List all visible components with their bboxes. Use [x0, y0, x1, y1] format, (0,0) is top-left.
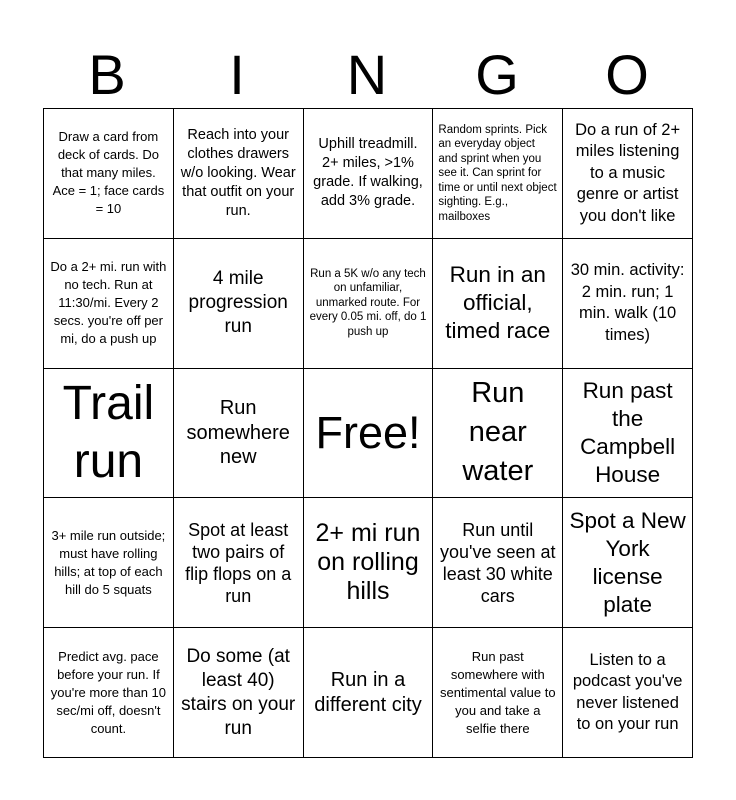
bingo-cell[interactable]: [563, 628, 693, 758]
bingo-cell[interactable]: [174, 369, 304, 499]
bingo-cell[interactable]: [44, 369, 174, 499]
cell-text: Listen to a podcast you've never listened to on your run: [572, 650, 683, 734]
cell-text: Uphill treadmill. 2+ miles, >1% grade. If walking, add 3% grade.: [313, 136, 423, 210]
cell-text: Run in an official, timed race: [445, 262, 551, 344]
free-space[interactable]: [304, 369, 434, 499]
cell-text: Spot at least two pairs of flip flops on a run: [185, 519, 292, 606]
cell-text: Run in a different city: [314, 669, 422, 716]
cell-text: Free!: [315, 406, 421, 458]
cell-text: Random sprints. Pick an everyday object and sprint when you see it. Can sprint for time or until next object sighting. E.g., mailboxes: [438, 123, 557, 223]
bingo-cell[interactable]: [433, 628, 563, 758]
bingo-cell[interactable]: [174, 628, 304, 758]
bingo-cell[interactable]: [433, 109, 563, 239]
cell-text: Run near water: [462, 377, 534, 488]
cell-text: Run past somewhere with sentimental value to you and take a selfie there: [439, 648, 556, 736]
bingo-cell[interactable]: [563, 239, 693, 369]
header-letter-n: N: [346, 43, 388, 106]
cell-text: Draw a card from deck of cards. Do that many miles. Ace = 1; face cards = 10: [52, 129, 165, 217]
cell-text: Reach into your clothes drawers w/o looking. Wear that outfit on your run.: [180, 126, 296, 219]
cell-text: 3+ mile run outside; must have rolling hills; at top of each hill do 5 squats: [51, 527, 166, 597]
bingo-cell[interactable]: [174, 239, 304, 369]
cell-text: Predict avg. pace before your run. If you're more than 10 sec/mi off, doesn't count.: [50, 648, 166, 736]
cell-text: 30 min. activity: 2 min. run; 1 min. walk (10 times): [570, 261, 685, 344]
bingo-cell[interactable]: [44, 498, 174, 628]
header-letter-b: B: [88, 43, 126, 106]
bingo-cell[interactable]: [304, 628, 434, 758]
bingo-board: [43, 108, 693, 758]
cell-text: Spot a New York license plate: [569, 507, 686, 617]
cell-text: 2+ mi run on rolling hills: [315, 519, 421, 606]
cell-text: Run a 5K w/o any tech on unfamiliar, unmarked route. For every 0.05 mi. off, do 1 push up: [309, 267, 427, 338]
bingo-cell[interactable]: [44, 109, 174, 239]
bingo-cell[interactable]: [563, 109, 693, 239]
bingo-cell[interactable]: [304, 239, 434, 369]
cell-text: Run until you've seen at least 30 white cars: [440, 519, 556, 606]
cell-text: Do some (at least 40) stairs on your run: [181, 645, 296, 739]
cell-text: 4 mile progression run: [188, 268, 288, 338]
bingo-cell[interactable]: [433, 369, 563, 499]
cell-text: Do a run of 2+ miles listening to a music genre or artist you don't like: [575, 120, 681, 225]
bingo-cell[interactable]: [433, 239, 563, 369]
bingo-cell[interactable]: [174, 498, 304, 628]
bingo-cell[interactable]: [44, 628, 174, 758]
cell-text: Do a 2+ mi. run with no tech. Run at 11:30/mi. Every 2 secs. you're off per mi, do a push up: [50, 259, 167, 347]
bingo-cell[interactable]: [563, 498, 693, 628]
bingo-cell[interactable]: [433, 498, 563, 628]
header-letter-g: G: [475, 43, 519, 106]
bingo-cell[interactable]: [304, 498, 434, 628]
bingo-cell[interactable]: [44, 239, 174, 369]
cell-text: Trail run: [62, 376, 155, 488]
bingo-cell[interactable]: [563, 369, 693, 499]
header-letter-o: O: [605, 43, 649, 106]
cell-text: Run past the Campbell House: [580, 377, 676, 487]
header-letter-i: I: [229, 43, 245, 106]
bingo-cell[interactable]: [174, 109, 304, 239]
cell-text: Run somewhere new: [186, 397, 290, 469]
bingo-cell[interactable]: [304, 109, 434, 239]
bingo-header: [42, 44, 692, 106]
